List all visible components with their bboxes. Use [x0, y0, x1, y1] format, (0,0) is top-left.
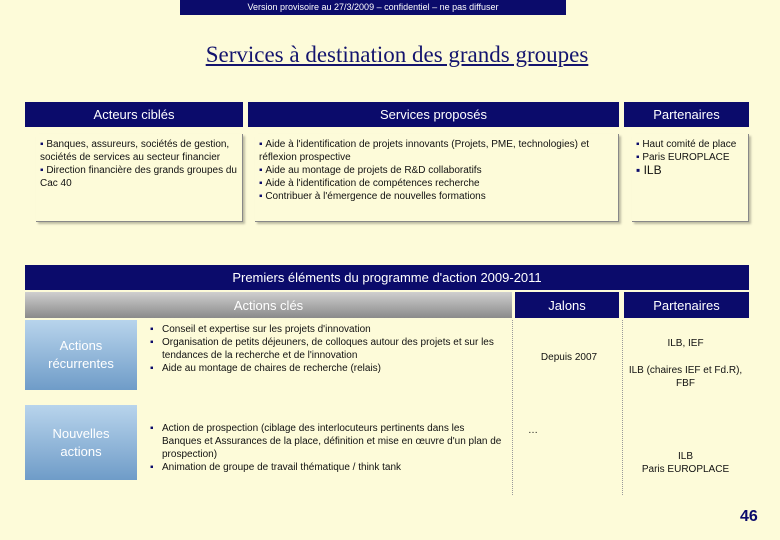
page-number: 46	[740, 508, 758, 525]
header-actions-cles	[25, 292, 512, 318]
row-actions-nouvelles	[146, 422, 506, 474]
action-item: ▪ Conseil et expertise sur les projets d'innovation	[162, 323, 506, 336]
row-label-nouvelles	[25, 405, 137, 480]
row-label-line: Actions	[59, 338, 103, 353]
services-item: ▪ Aide à l'identification de compétences recherche	[259, 177, 614, 190]
row-label-line: actions	[60, 443, 102, 459]
services-item: ▪ Contribuer à l'émergence de nouvelles formations	[259, 190, 614, 203]
partenaires-recurrentes-2: ILB (chaires IEF et Fd.R), FBF	[628, 365, 743, 389]
header-partenaires	[624, 102, 749, 127]
panel-partenaires	[632, 134, 749, 222]
partenaires-item: ▪ Paris EUROPLACE	[636, 151, 744, 164]
programme-title: Premiers éléments du programme d'action 2009-2011	[232, 270, 542, 285]
row-actions-recurrentes	[146, 323, 506, 375]
header-programme-partenaires	[624, 292, 749, 318]
action-item: ▪ Animation de groupe de travail thématique / think tank	[162, 461, 506, 474]
header-actions-cles-label: Actions clés	[233, 297, 304, 313]
action-item: ▪ Action de prospection (ciblage des interlocuteurs pertinents dans les Banques et Assurances de la place, définition et mise en œuvre d'un plan de prospection)	[162, 422, 506, 461]
row-label-line: récurrentes	[48, 356, 114, 371]
confidential-banner: Version provisoire au 27/3/2009 – confidentiel – ne pas diffuser	[180, 0, 566, 15]
jalon-nouvelles: …	[528, 425, 538, 436]
action-item: ▪ Aide au montage de chaires de recherche (relais)	[162, 362, 506, 375]
action-item: ▪ Organisation de petits déjeuners, de colloques autour des projets et sur les tendances de la recherche et de l'innovation	[162, 336, 506, 362]
header-services-label: Services proposés	[380, 107, 487, 122]
partenaires-nouvelles-2: Paris EUROPLACE	[641, 464, 730, 475]
partenaires-item: ▪ ILB	[636, 164, 744, 177]
header-services	[248, 102, 619, 127]
partenaires-recurrentes-1: ILB, IEF	[667, 338, 704, 349]
panel-acteurs	[36, 134, 243, 222]
services-item: ▪ Aide à l'identification de projets innovants (Projets, PME, technologies) et réflexion prospective	[259, 138, 614, 164]
header-acteurs-label: Acteurs ciblés	[93, 107, 175, 122]
jalon-recurrentes: Depuis 2007	[540, 352, 598, 363]
header-programme-partenaires-label: Partenaires	[653, 297, 720, 313]
header-jalons-label: Jalons	[548, 297, 586, 313]
panel-services	[255, 134, 619, 222]
acteurs-item: ▪ Direction financière des grands groupes du Cac 40	[40, 164, 238, 190]
partenaires-item: ▪ Haut comité de place	[636, 138, 744, 151]
row-label-recurrentes	[25, 320, 137, 390]
programme-title-bar	[25, 265, 749, 290]
divider	[622, 320, 623, 495]
acteurs-item: ▪ Banques, assureurs, sociétés de gestion, sociétés de services au secteur financier	[40, 138, 238, 164]
page-title: Services à destination des grands groupes	[205, 42, 589, 67]
header-jalons	[515, 292, 619, 318]
header-acteurs	[25, 102, 243, 127]
header-partenaires-label: Partenaires	[653, 107, 720, 122]
row-label-line: Nouvelles	[52, 425, 110, 441]
partenaires-nouvelles-1: ILB	[677, 451, 693, 462]
services-item: ▪ Aide au montage de projets de R&D collaboratifs	[259, 164, 614, 177]
divider	[512, 320, 513, 495]
